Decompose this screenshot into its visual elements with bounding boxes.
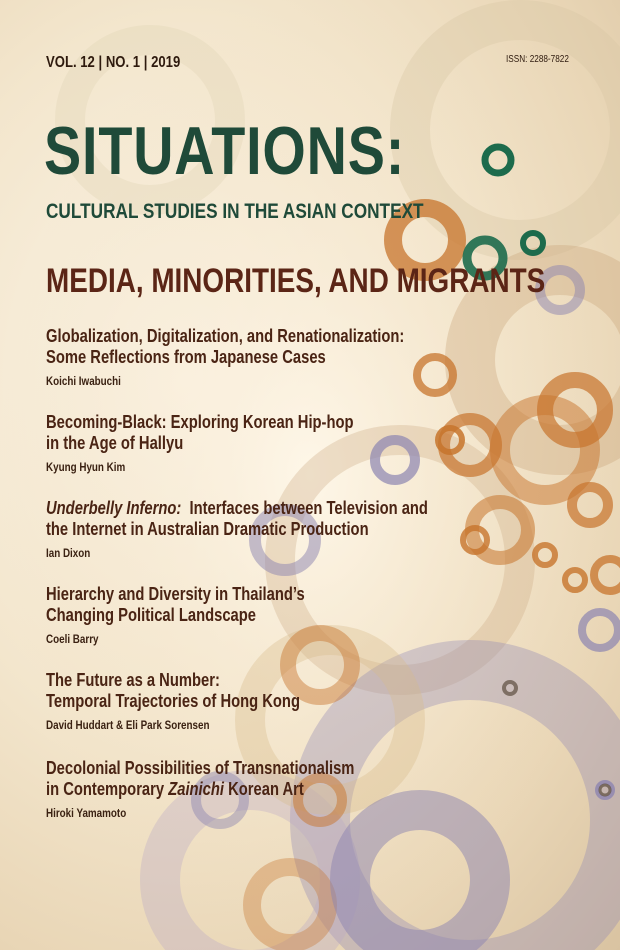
issue-theme: MEDIA, MINORITIES, AND MIGRANTS — [46, 262, 546, 300]
article-title: Globalization, Digitalization, and Renationalization: Some Reflections from Japanese Cases — [46, 326, 405, 367]
article-title: Hierarchy and Diversity in Thailand’s Changing Political Landscape — [46, 584, 305, 625]
article-author: Coeli Barry — [46, 632, 99, 646]
issn-number: ISSN: 2288-7822 — [506, 54, 569, 65]
separator: | — [143, 54, 148, 71]
publication-year: 2019 — [151, 54, 181, 71]
article-author: Koichi Iwabuchi — [46, 374, 121, 388]
article-title: The Future as a Number: Temporal Trajectories of Hong Kong — [46, 670, 300, 711]
article-entry — [46, 326, 483, 388]
journal-title: SITUATIONS: — [44, 113, 406, 189]
article-title-italic: Underbelly Inferno: — [46, 498, 182, 518]
journal-subtitle: CULTURAL STUDIES IN THE ASIAN CONTEXT — [46, 200, 424, 223]
separator: | — [98, 54, 103, 71]
article-entry — [46, 670, 356, 732]
issue-number: NO. 1 — [105, 54, 141, 71]
article-author: Hiroki Yamamoto — [46, 806, 127, 820]
article-title: Becoming-Black: Exploring Korean Hip-hop in the Age of Hallyu — [46, 412, 354, 453]
article-entry — [46, 584, 361, 646]
article-title: Decolonial Possibilities of Transnationalism in Contemporary Zainichi Korean Art — [46, 758, 355, 799]
article-entry — [46, 498, 512, 560]
article-author: David Huddart & Eli Park Sorensen — [46, 718, 210, 732]
volume-number: VOL. 12 — [46, 54, 95, 71]
volume-issue-line — [46, 54, 210, 72]
article-entry — [46, 758, 422, 820]
article-author: Ian Dixon — [46, 546, 91, 560]
article-title: Underbelly Inferno: Interfaces between Television and the Internet in Australian Dramatic Production — [46, 498, 428, 539]
article-title-italic: Zainichi — [168, 779, 224, 799]
article-author: Kyung Hyun Kim — [46, 460, 126, 474]
article-entry — [46, 412, 421, 474]
